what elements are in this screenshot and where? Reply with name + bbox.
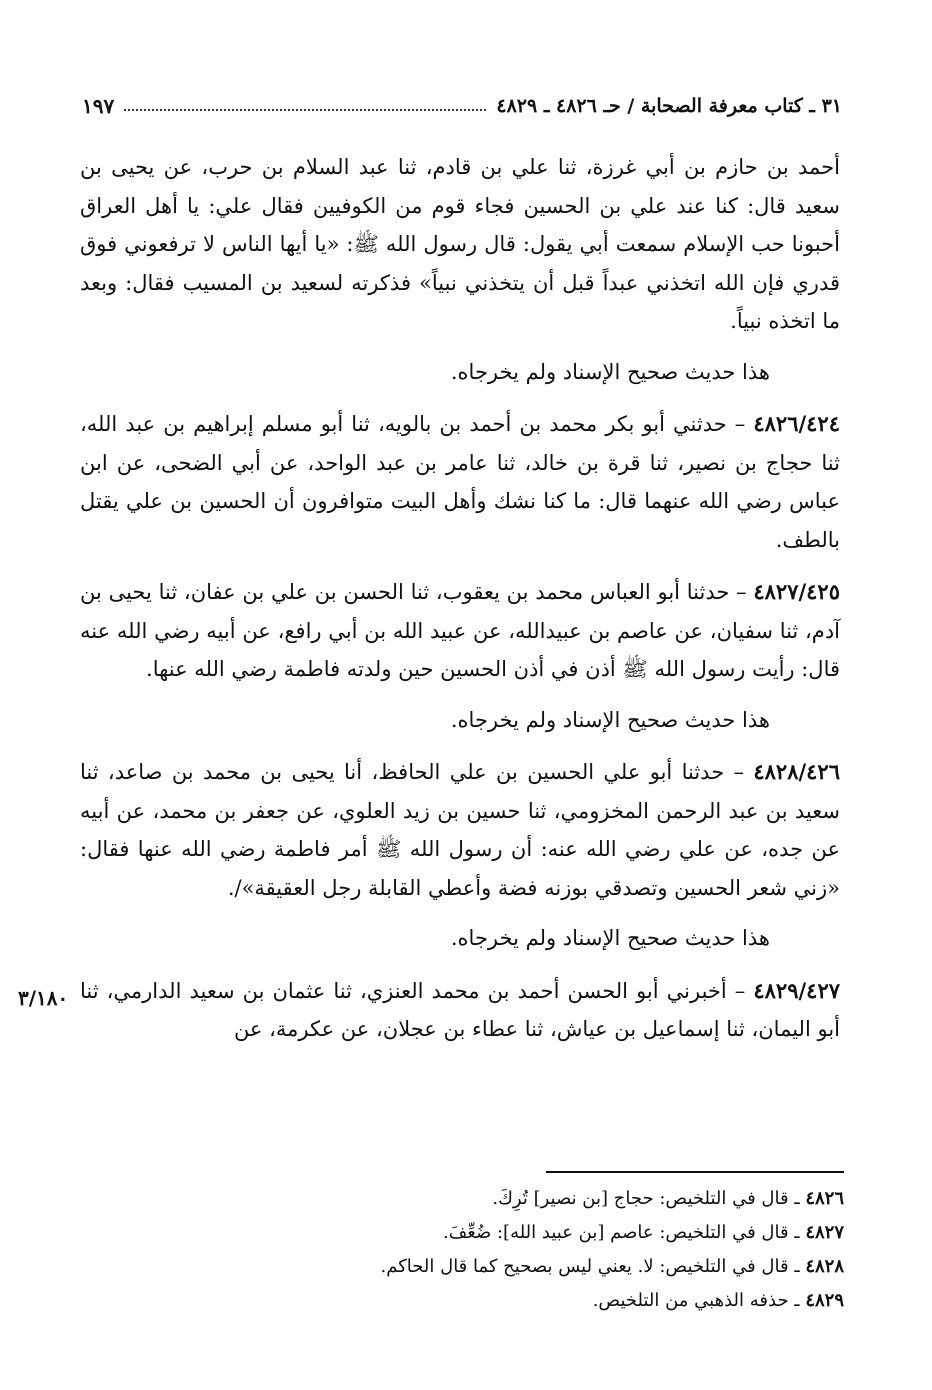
footnote-number: ٤٨٢٦ <box>805 1188 844 1209</box>
footnote-text: ـ قال في التلخيص: حجاج [بن نصير] تُرِكَ. <box>492 1188 800 1209</box>
hadith-text: – حدثني أبو بكر محمد بن أحمد بن بالويه، ثنا أبو مسلم إبراهيم بن عبد الله، ثنا حجاج بن نصير، ثنا قرة بن خالد، ثنا عامر بن عبد الواحد، عن أبي الضحى، عن ابن عباس رضي الله عنهما قال: ما كنا نشك وأهل البيت متوافرون أن الحسين بن علي يقتل بالطف. <box>80 412 840 552</box>
hadith-paragraph <box>80 573 840 689</box>
hadith-paragraph <box>80 972 840 1049</box>
footnote-text: ـ قال في التلخيص: عاصم [بن عبيد الله]: ضُعِّفَ. <box>442 1222 800 1243</box>
footnote-number: ٤٨٢٨ <box>805 1256 844 1277</box>
intro-paragraph: أحمد بن حازم بن أبي غرزة، ثنا علي بن قادم، ثنا عبد السلام بن حرب، عن يحيى بن سعيد قال: كنا عند علي بن الحسين فجاء قوم من الكوفيين فقال علي: يا أهل العراق أحبونا حب الإسلام سمعت أبي يقول: قال رسول الله ﷺ: «يا أيها الناس لا ترفعوني فوق قدري فإن الله اتخذني عبداً قبل أن يتخذني نبياً» فذكرته لسعيد بن المسيب فقال: وبعد ما اتخذه نبياً. <box>80 155 840 333</box>
hadith-number: ٤٨٢٨/٤٢٦ <box>753 759 840 784</box>
authenticity-note: هذا حديث صحيح الإسناد ولم يخرجاه. <box>450 926 770 950</box>
footnote <box>144 1182 844 1216</box>
hadith-paragraph <box>80 753 840 907</box>
footnote <box>144 1284 844 1318</box>
hadith-paragraph <box>80 405 840 559</box>
hadith-number: ٤٨٢٦/٤٢٤ <box>753 411 840 436</box>
page-number: ١٩٧ <box>82 94 115 118</box>
main-text <box>80 148 840 1049</box>
running-title: ٣١ ـ كتاب معرفة الصحابة / حـ ٤٨٢٦ ـ ٤٨٢٩ <box>496 95 842 117</box>
footnote-separator <box>546 1171 844 1173</box>
footnotes <box>144 1182 844 1318</box>
hadith-text: – حدثنا أبو العباس محمد بن يعقوب، ثنا الحسن بن علي بن عفان، ثنا يحيى بن آدم، ثنا سفيان، عن عاصم بن عبيدالله، عن عبيد الله بن أبي رافع، عن أبيه رضي الله عنه قال: رأيت رسول الله ﷺ أذن في أذن الحسين حين ولدته فاطمة رضي الله عنها. <box>80 580 840 681</box>
manuscript-margin-reference: ٣/١٨٠ <box>18 986 69 1010</box>
footnote-text: ـ قال في التلخيص: لا. يعني ليس بصحيح كما قال الحاكم. <box>380 1256 800 1277</box>
hadith-number: ٤٨٢٩/٤٢٧ <box>753 977 840 1003</box>
authenticity-note: هذا حديث صحيح الإسناد ولم يخرجاه. <box>450 707 770 732</box>
footnote <box>144 1216 844 1250</box>
page-header <box>82 88 842 124</box>
authenticity-note: هذا حديث صحيح الإسناد ولم يخرجاه. <box>450 359 770 384</box>
hadith-text: – أخبرني أبو الحسن أحمد بن محمد العنزي، ثنا عثمان بن سعيد الدارمي، ثنا أبو اليمان، ثنا إسماعيل بن عياش، ثنا عطاء بن عجلان، عن عكرمة، عن <box>80 978 840 1041</box>
footnote-number: ٤٨٢٧ <box>805 1222 844 1243</box>
header-dot-leader <box>124 109 486 111</box>
footnote <box>144 1250 844 1284</box>
hadith-number: ٤٨٢٧/٤٢٥ <box>753 579 840 604</box>
footnote-number: ٤٨٢٩ <box>805 1290 844 1311</box>
footnote-text: ـ حذفه الذهبي من التلخيص. <box>592 1290 800 1311</box>
hadith-text: – حدثنا أبو علي الحسين بن علي الحافظ، أنا يحيى بن محمد بن صاعد، ثنا سعيد بن عبد الرحمن المخزومي، ثنا حسين بن زيد العلوي، عن جعفر بن محمد، عن أبيه عن جده، عن علي رضي الله عنه: أن رسول الله ﷺ أمر فاطمة رضي الله عنها فقال: «زني شعر الحسين وتصدقي بوزنه فضة وأعطي القابلة رجل العقيقة»/. <box>80 760 840 900</box>
